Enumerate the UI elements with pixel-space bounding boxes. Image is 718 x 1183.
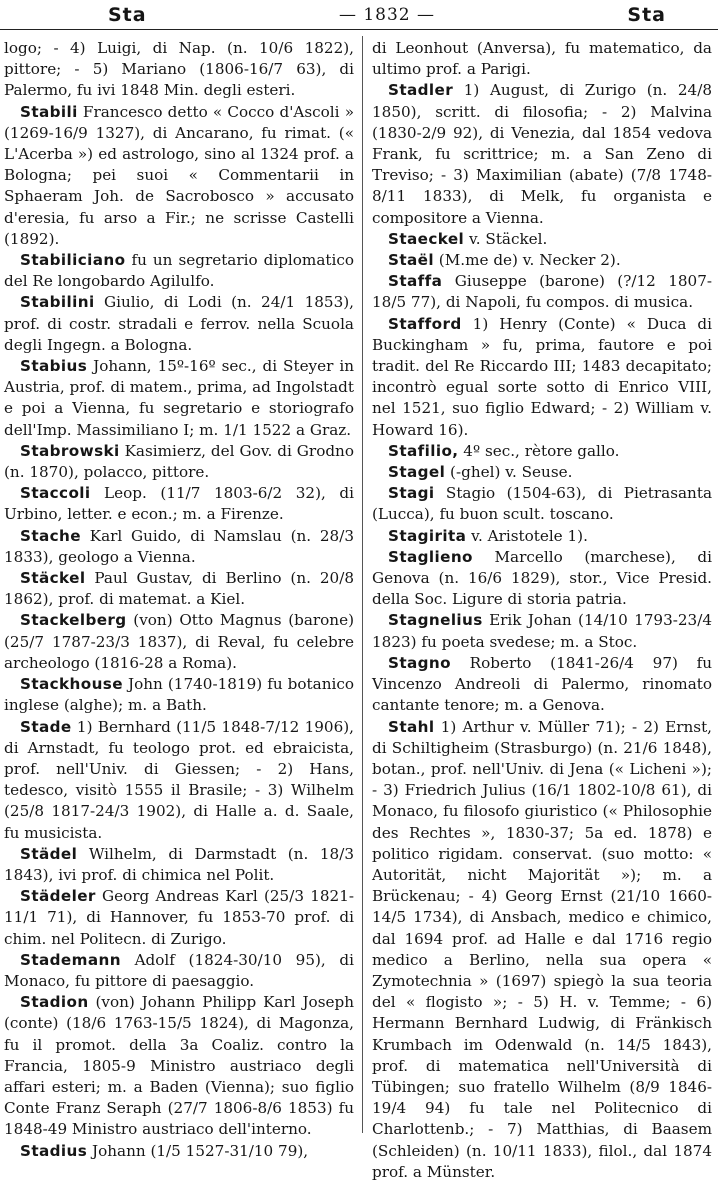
entry-text: logo; - 4) Luigi, di Nap. (n. 10/6 1822), pittore; - 5) Mariano (1806-16/7 63), di Palermo, fu ivi 1848 Min. degli esteri. xyxy=(4,39,354,100)
dictionary-entry xyxy=(372,462,712,483)
dictionary-entry xyxy=(372,483,712,525)
dictionary-entry xyxy=(4,102,354,250)
dictionary-entry xyxy=(372,271,712,313)
entry-headword: Stagel xyxy=(388,463,446,482)
entry-text: Stagio (1504-63), di Pietrasanta (Lucca), fu buon scult. toscano. xyxy=(372,484,712,524)
entry-text: 1) August, di Zurigo (n. 24/8 1850), scritt. di filosofia; - 2) Malvina (1830-2/9 92), di Venezia, dal 1854 vedova Frank, fu scrittrice; m. a San Zeno di Treviso; - 3) Maximilian (abate) (7/8 1748-8/11 1833), di Melk, fu organista e compositore a Vienna. xyxy=(372,81,712,227)
entry-headword: Stahl xyxy=(388,717,435,736)
entry-text: Kasimierz, del Gov. di Grodno (n. 1870), polacco, pittore. xyxy=(4,441,354,482)
entry-text: Johann, 15º-16º sec., di Steyer in Austria, prof. di matem., prima, ad Ingolstadt e poi a Vienna, fu segretario e storiografo dell'Imp. Massimiliano I; m. 1/1 1522 a Graz. xyxy=(4,357,355,439)
entry-text: 1) Henry (Conte) « Duca di Buckingham » fu, prima, fautore e poi tradit. del Re Riccardo III; 1483 decapitato; incontrò egual sorte sotto di Enrico VIII, nel 1521, suo figlio Edward; - 2) William v. Howard 16). xyxy=(372,314,712,439)
entry-text: 1) Arthur v. Müller 71); - 2) Ernst, di Schiltigheim (Strasburgo) (n. 21/6 1848), botan., prof. nell'Univ. di Jena (« Licheni »); - 3) Friedrich Julius (16/1 1802-10/8 61), di Monaco, fu filosofo giuristico (« Philosophie des Rechtes », 1830-37; 5a ed. 1878) e politico rigidam. conservat. (suo motto: « Autorität, nicht Majorität »); m. a Brückenau; - 4) Georg Ernst (21/10 1660-14/5 1734), di Ansbach, medico e chimico, dal 1694 prof. ad Halle e dal 1716 regio medico a Berlino, nella sua opera « Zymotechnia » (1697) spiegò la sua teoria del « flogisto »; - 5) H. v. Temme; - 6) Hermann Bernhard Ludwig, di Fränkisch Krumbach im Odenwald (n. 14/5 1843), prof. di matematica nell'Università di Tübingen; suo fratello Wilhelm (8/9 1846-19/4 94) fu tale nel Politecnico di Charlottenb.; - 7) Matthias, di Baasem (Schleiden) (n. 10/11 1833), filol., dal 1874 prof. a Münster. xyxy=(372,717,712,1181)
dictionary-entry xyxy=(4,526,354,568)
entry-text: Roberto (1841-26/4 97) fu Vincenzo Andreoli di Palermo, rinomato cantante tenore; m. a Genova. xyxy=(372,653,712,715)
column-divider xyxy=(362,36,363,1133)
dictionary-entry xyxy=(4,292,354,356)
entry-headword: Stagnelius xyxy=(388,611,483,630)
entry-headword: Staglieno xyxy=(388,547,473,566)
dictionary-entry xyxy=(372,314,712,441)
dictionary-entry xyxy=(4,441,354,483)
dictionary-entry xyxy=(4,356,354,441)
entry-text: v. Stäckel. xyxy=(464,229,548,248)
entry-headword: Stadion xyxy=(20,993,89,1012)
entry-headword: Stafford xyxy=(388,314,462,333)
entry-headword: Stackelberg xyxy=(20,611,127,630)
entry-headword: Stafilio, xyxy=(388,441,459,460)
entry-headword: Stagirita xyxy=(388,526,467,545)
entry-text: John (1740-1819) fu botanico inglese (alghe); m. a Bath. xyxy=(4,675,354,715)
entry-text: (von) Otto Magnus (barone) (25/7 1787-23/3 1837), di Reval, fu celebre archeologo (1816-28 a Roma). xyxy=(4,611,354,672)
page-header xyxy=(0,0,718,30)
dictionary-entry xyxy=(372,250,712,271)
entry-headword: Städel xyxy=(20,844,78,863)
dictionary-entry xyxy=(4,717,354,844)
entry-headword: Städeler xyxy=(20,887,96,906)
entry-text: 1) Bernhard (11/5 1848-7/12 1906), di Arnstadt, fu teologo prot. ed ebraicista, prof. nell'Univ. di Giessen; - 2) Hans, tedesco, visitò 1555 il Brasile; - 3) Wilhelm (25/8 1817-24/3 1902), di Halle a. d. Saale, fu musicista. xyxy=(4,717,354,842)
dictionary-entry xyxy=(372,80,712,228)
entry-headword: Staeckel xyxy=(388,229,465,248)
entry-headword: Stagno xyxy=(388,653,451,672)
left-column xyxy=(4,38,355,1160)
entry-text: Marcello (marchese), di Genova (n. 16/6 1829), stor., Vice Presid. della Soc. Ligure di storia patria. xyxy=(372,547,712,609)
dictionary-entry xyxy=(4,610,354,674)
entry-text: Francesco detto « Cocco d'Ascoli » (1269-16/9 1327), di Ancarano, fu rimat. (« L'Acerba ») ed astrologo, sino al 1324 prof. a Bologna; pei suoi « Commentarii in Sphaeram Joh. de Sacrobosco » accusato d'eresia, fu arso a Fir.; ne scrisse Castelli (1892). xyxy=(4,102,354,248)
dictionary-entry xyxy=(4,844,354,886)
dictionary-entry xyxy=(372,547,712,611)
entry-text: v. Aristotele 1). xyxy=(466,526,588,545)
entry-text: Giuseppe (barone) (?/12 1807-18/5 77), di Napoli, fu compos. di musica. xyxy=(372,272,712,312)
entry-text: (von) Johann Philipp Karl Joseph (conte) (18/6 1763-15/5 1824), di Magonza, fu il promot. della 3a Coaliz. contro la Francia, 1805-9 Ministro austriaco degli affari esteri; m. a Baden (Vienna); suo figlio Conte Franz Seraph (27/7 1806-8/6 1853) fu 1848-49 Ministro austriaco dell'interno. xyxy=(4,993,354,1139)
running-head-right: Sta xyxy=(627,3,666,26)
entry-text: Karl Guido, di Namslau (n. 28/3 1833), geologo a Vienna. xyxy=(4,526,354,566)
dictionary-entry xyxy=(4,992,354,1140)
entry-text: Johann (1/5 1527-31/10 79), xyxy=(87,1141,309,1160)
dictionary-entry xyxy=(372,610,712,652)
dictionary-entry xyxy=(372,38,712,80)
entry-text: (M.me de) v. Necker 2). xyxy=(433,251,621,270)
entry-text: Erik Johan (14/10 1793-23/4 1823) fu poeta svedese; m. a Stoc. xyxy=(372,611,712,651)
dictionary-entry xyxy=(4,483,354,525)
entry-headword: Stackhouse xyxy=(20,675,123,694)
dictionary-entry xyxy=(4,568,354,610)
page-number: — 1832 — xyxy=(338,4,436,25)
entry-text: di Leonhout (Anversa), fu matematico, da ultimo prof. a Parigi. xyxy=(372,39,712,79)
entry-text: 4º sec., rètore gallo. xyxy=(458,441,620,460)
dictionary-entry xyxy=(4,38,354,102)
entry-headword: Stade xyxy=(20,717,72,736)
entry-headword: Stache xyxy=(20,526,81,545)
dictionary-entry xyxy=(372,653,712,717)
dictionary-entry xyxy=(4,950,354,992)
entry-headword: Stabius xyxy=(20,357,88,376)
dictionary-entry xyxy=(372,229,712,250)
dictionary-entry xyxy=(4,1141,354,1162)
entry-text: Wilhelm, di Darmstadt (n. 18/3 1843), ivi prof. di chimica nel Polit. xyxy=(4,844,354,884)
entry-headword: Stabiliciano xyxy=(20,251,126,270)
entry-headword: Stabrowski xyxy=(20,441,120,460)
entry-text: Leop. (11/7 1803-6/2 32), di Urbino, letter. e econ.; m. a Firenze. xyxy=(4,484,354,524)
entry-headword: Stadler xyxy=(388,81,454,100)
entry-text: fu un segretario diplomatico del Re longobardo Agilulfo. xyxy=(4,251,354,291)
entry-headword: Stabili xyxy=(20,102,78,121)
entry-headword: Stadius xyxy=(20,1141,88,1160)
dictionary-entry xyxy=(372,526,712,547)
entry-text: Adolf (1824-30/10 95), di Monaco, fu pittore di paesaggio. xyxy=(4,950,354,990)
entry-text: (-ghel) v. Seuse. xyxy=(445,463,573,482)
entry-headword: Staffa xyxy=(388,272,443,291)
dictionary-entry xyxy=(4,886,354,950)
dictionary-entry xyxy=(372,717,712,1183)
entry-headword: Stäckel xyxy=(20,569,86,588)
entry-headword: Staccoli xyxy=(20,484,91,503)
entry-text: Georg Andreas Karl (25/3 1821-11/1 71), di Hannover, fu 1853-70 prof. di chim. nel Politecn. di Zurigo. xyxy=(4,887,354,948)
entry-headword: Stademann xyxy=(20,950,121,969)
right-column xyxy=(372,38,712,1181)
dictionary-entry xyxy=(372,441,712,462)
entry-headword: Stabilini xyxy=(20,293,95,312)
entry-headword: Staël xyxy=(388,251,434,270)
entry-text: Giulio, di Lodi (n. 24/1 1853), prof. di costr. stradali e ferrov. nella Scuola degli Ingegn. a Bologna. xyxy=(4,293,354,354)
dictionary-entry xyxy=(4,674,354,716)
dictionary-entry xyxy=(4,250,354,292)
entry-headword: Stagi xyxy=(388,484,435,503)
running-head-left: Sta xyxy=(108,3,147,26)
entry-text: Paul Gustav, di Berlino (n. 20/8 1862), prof. di matemat. a Kiel. xyxy=(4,569,354,609)
